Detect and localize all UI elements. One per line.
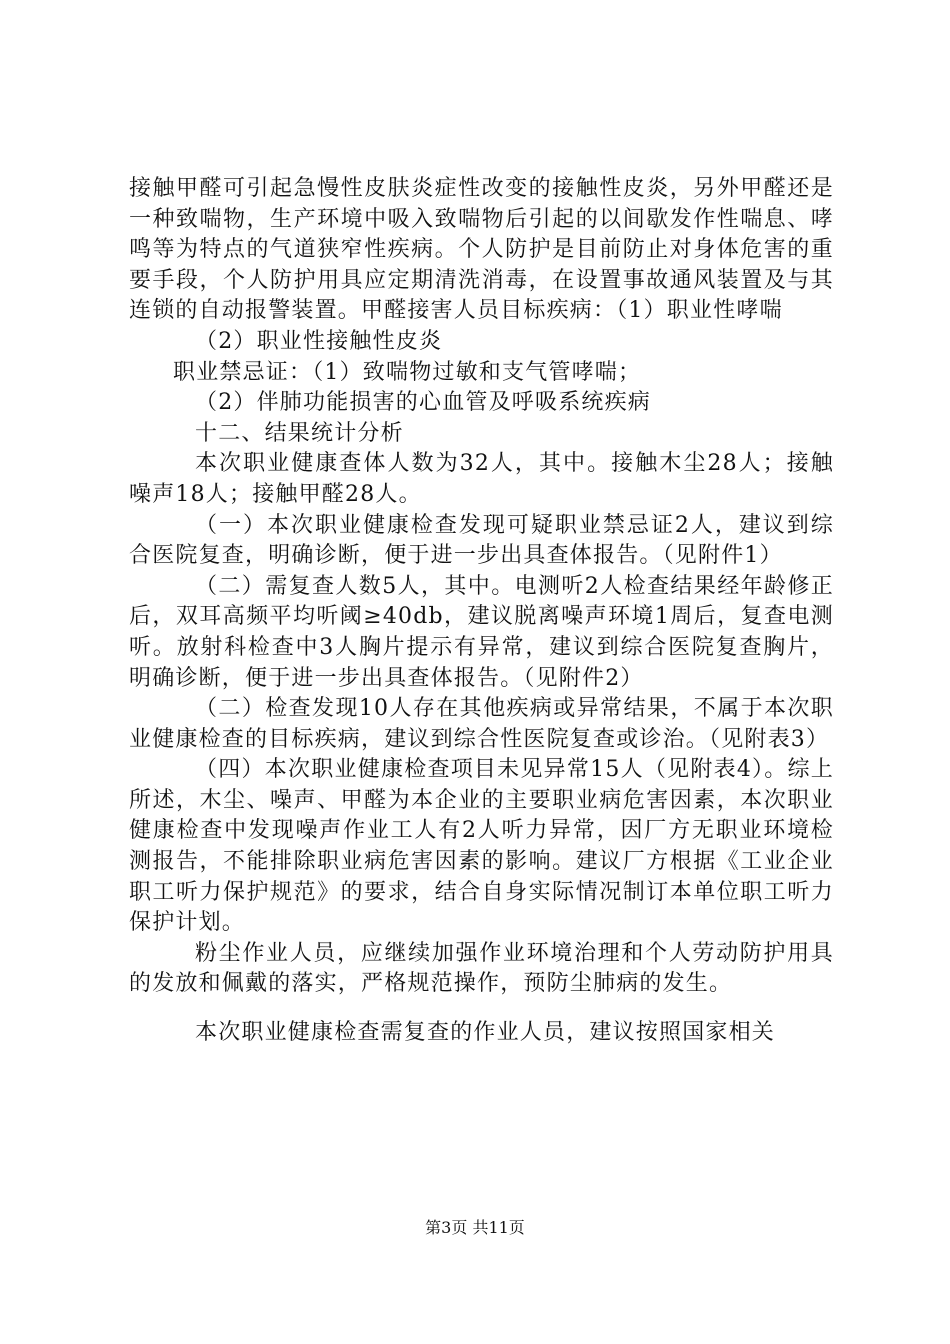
- paragraph-recheck-count: （二）需复查人数5人，其中。电测听2人检查结果经年龄修正后，双耳高频平均听阈≥40db，建议脱离噪声环境1周后，复查电测听。放射科检查中3人胸片提示有异常，建议到综合医院复查胸片，明确诊断，便于进一步出具查体报告。（见附件2）: [129, 573, 834, 691]
- page-number-label: 第3页 共11页: [425, 1218, 525, 1237]
- paragraph-contraindication-2: （2）伴肺功能损害的心血管及呼吸系统疾病: [195, 390, 651, 416]
- paragraph-no-abnormality: （四）本次职业健康检查项目未见异常15人（见附表4）。综上所述，木尘、噪声、甲醛为本企业的主要职业病危害因素，本次职业健康检查中发现噪声作业工人有2人听力异常，因厂方无职业环境检测报告，不能排除职业病危害因素的影响。建议厂方根据《工业企业职工听力保护规范》的要求，结合自身实际情况制订本单位职工听力保护计划。: [129, 757, 834, 936]
- paragraph-contraindication-1: 职业禁忌证：（1）致喘物过敏和支气管哮喘；: [173, 359, 642, 385]
- paragraph-target-disease-2: （2）职业性接触性皮炎: [195, 328, 443, 354]
- document-body: [129, 174, 834, 1049]
- paragraph-exam-count: 本次职业健康查体人数为32人，其中。接触木尘28人；接触噪声18人；接触甲醛28人。: [129, 451, 834, 507]
- paragraph-suspected-contraindication: （一）本次职业健康检查发现可疑职业禁忌证2人，建议到综合医院复查，明确诊断，便于进一步出具查体报告。（见附件1）: [129, 512, 834, 569]
- section-heading-statistics: 十二、结果统计分析: [195, 420, 404, 446]
- page-footer: [0, 1215, 950, 1238]
- paragraph-recheck-workers: 本次职业健康检查需复查的作业人员，建议按照国家相关: [195, 1020, 776, 1046]
- paragraph-dust-workers: 粉尘作业人员，应继续加强作业环境治理和个人劳动防护用具的发放和佩戴的落实，严格规范操作，预防尘肺病的发生。: [129, 940, 834, 997]
- paragraph-formaldehyde-hazards: 接触甲醛可引起急慢性皮肤炎症性改变的接触性皮炎，另外甲醛还是一种致喘物，生产环境中吸入致喘物后引起的以间歇发作性喘息、哮鸣等为特点的气道狭窄性疾病。个人防护是目前防止对身体危害的重要手段，个人防护用具应定期清洗消毒，在设置事故通风装置及与其连锁的自动报警装置。甲醛接害人员目标疾病：（1）职业性哮喘: [129, 176, 834, 324]
- paragraph-other-diseases: （二）检查发现10人存在其他疾病或异常结果，不属于本次职业健康检查的目标疾病，建议到综合性医院复查或诊治。（见附表3）: [129, 696, 834, 752]
